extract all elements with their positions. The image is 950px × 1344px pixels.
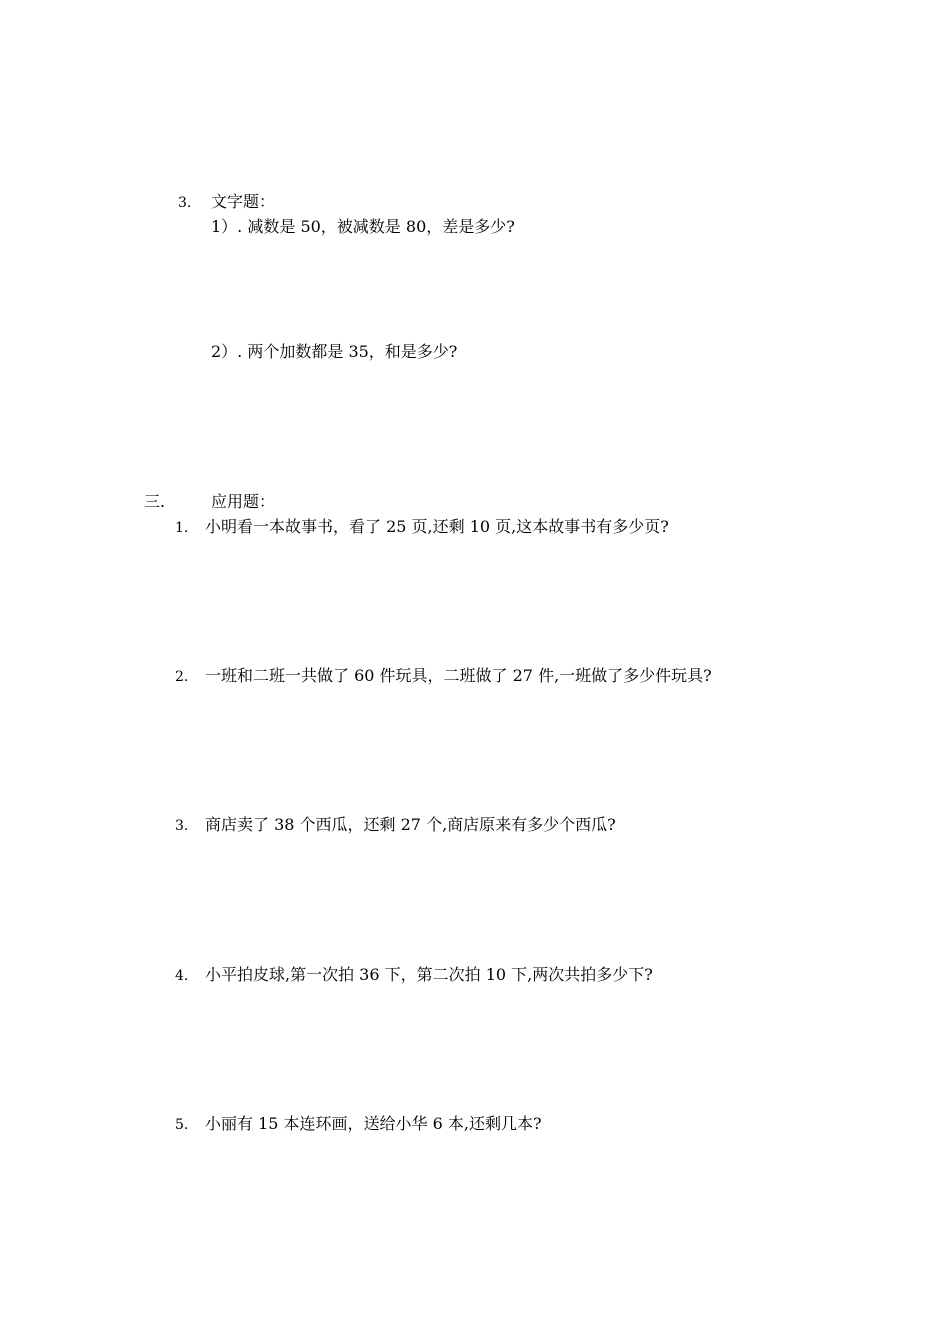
problem-number: 4. <box>175 968 189 984</box>
problem-text: 小平拍皮球,第一次拍 36 下，第二次拍 10 下,两次共拍多少下? <box>205 965 653 984</box>
problem-text: 小丽有 15 本连环画，送给小华 6 本,还剩几本? <box>205 1114 542 1133</box>
problem-number: 1. <box>175 520 189 536</box>
section-text-heading: 文字题： <box>211 192 276 211</box>
section-text-number: 3. <box>178 195 192 211</box>
problem-text: 一班和二班一共做了 60 件玩具，二班做了 27 件,一班做了多少件玩具? <box>205 666 712 685</box>
problem-text: 小明看一本故事书，看了 25 页,还剩 10 页,这本故事书有多少页? <box>205 517 669 536</box>
problem-number: 5. <box>175 1117 189 1133</box>
section-apply-number: 三. <box>144 492 166 511</box>
problem-number: 2. <box>175 669 189 685</box>
problem-text: 商店卖了 38 个西瓜，还剩 27 个,商店原来有多少个西瓜? <box>205 815 616 834</box>
section-apply-heading: 应用题： <box>211 492 276 511</box>
problem-number: 3. <box>175 818 189 834</box>
text-question-1: 1）. 减数是 50，被减数是 80，差是多少? <box>211 217 515 236</box>
text-question-2: 2）. 两个加数都是 35，和是多少? <box>211 342 458 361</box>
